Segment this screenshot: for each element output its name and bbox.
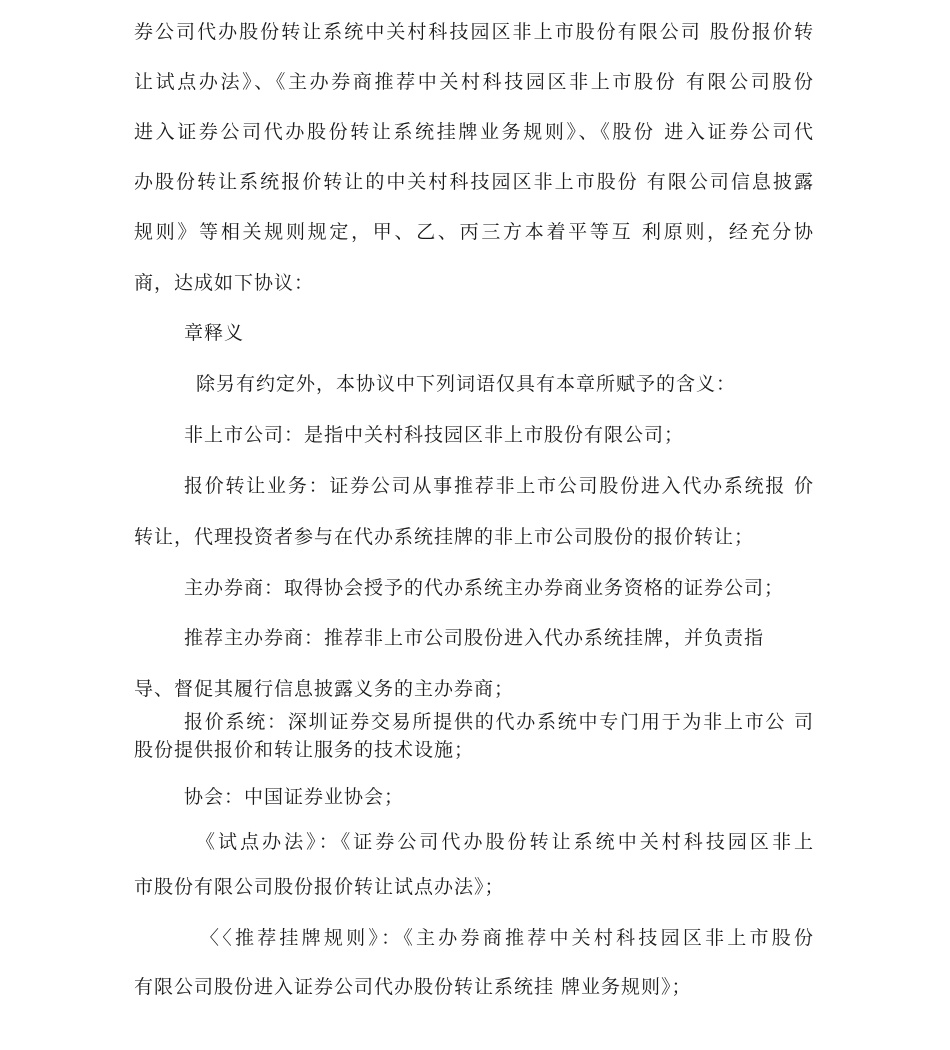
definition-line: 〈〈推荐挂牌规则》：《主办券商推荐中关村科技园区非上市股份 (200, 927, 814, 949)
definition-line: 有限公司股份进入证券公司代办股份转让系统挂 牌业务规则》； (134, 976, 692, 998)
paragraph-line: 券公司代办股份转让系统中关村科技园区非上市股份有限公司 股份报价转 (134, 21, 814, 43)
definition-line: 转让，代理投资者参与在代办系统挂牌的非上市公司股份的报价转让； (134, 526, 755, 548)
definition-line: 非上市公司：是指中关村科技园区非上市股份有限公司； (184, 424, 685, 446)
definition-line: 《试点办法》：《证券公司代办股份转让系统中关村科技园区非上 (196, 831, 814, 853)
paragraph-line: 除另有约定外，本协议中下列词语仅具有本章所赋予的含义： (196, 373, 737, 395)
definition-line: 主办券商：取得协会授予的代办系统主办券商业务资格的证券公司； (184, 577, 785, 599)
definition-line: 导、督促其履行信息披露义务的主办券商； (134, 678, 515, 700)
paragraph-line: 进入证券公司代办股份转让系统挂牌业务规则》、《股份 进入证券公司代 (134, 121, 814, 143)
definition-line: 协会：中国证券业协会； (184, 786, 405, 808)
definition-line: 市股份有限公司股份报价转让试点办法》； (134, 876, 505, 898)
section-heading: 章释义 (184, 322, 245, 344)
paragraph-line: 规则》等相关规则规定，甲、乙、丙三方本着平等互 利原则，经充分协 (134, 221, 814, 243)
definition-line: 报价系统：深圳证券交易所提供的代办系统中专门用于为非上市公 司 (184, 711, 814, 733)
paragraph-line: 让试点办法》、《主办券商推荐中关村科技园区非上市股份 有限公司股份 (134, 71, 814, 93)
paragraph-line: 商，达成如下协议： (134, 272, 315, 294)
definition-line: 推荐主办券商：推荐非上市公司股份进入代办系统挂牌，并负责指 (184, 627, 765, 649)
definition-line: 报价转让业务：证券公司从事推荐非上市公司股份进入代办系统报 价 (184, 475, 814, 497)
paragraph-line: 办股份转让系统报价转让的中关村科技园区非上市股份 有限公司信息披露 (134, 171, 814, 193)
definition-line: 股份提供报价和转让服务的技术设施； (134, 739, 475, 761)
